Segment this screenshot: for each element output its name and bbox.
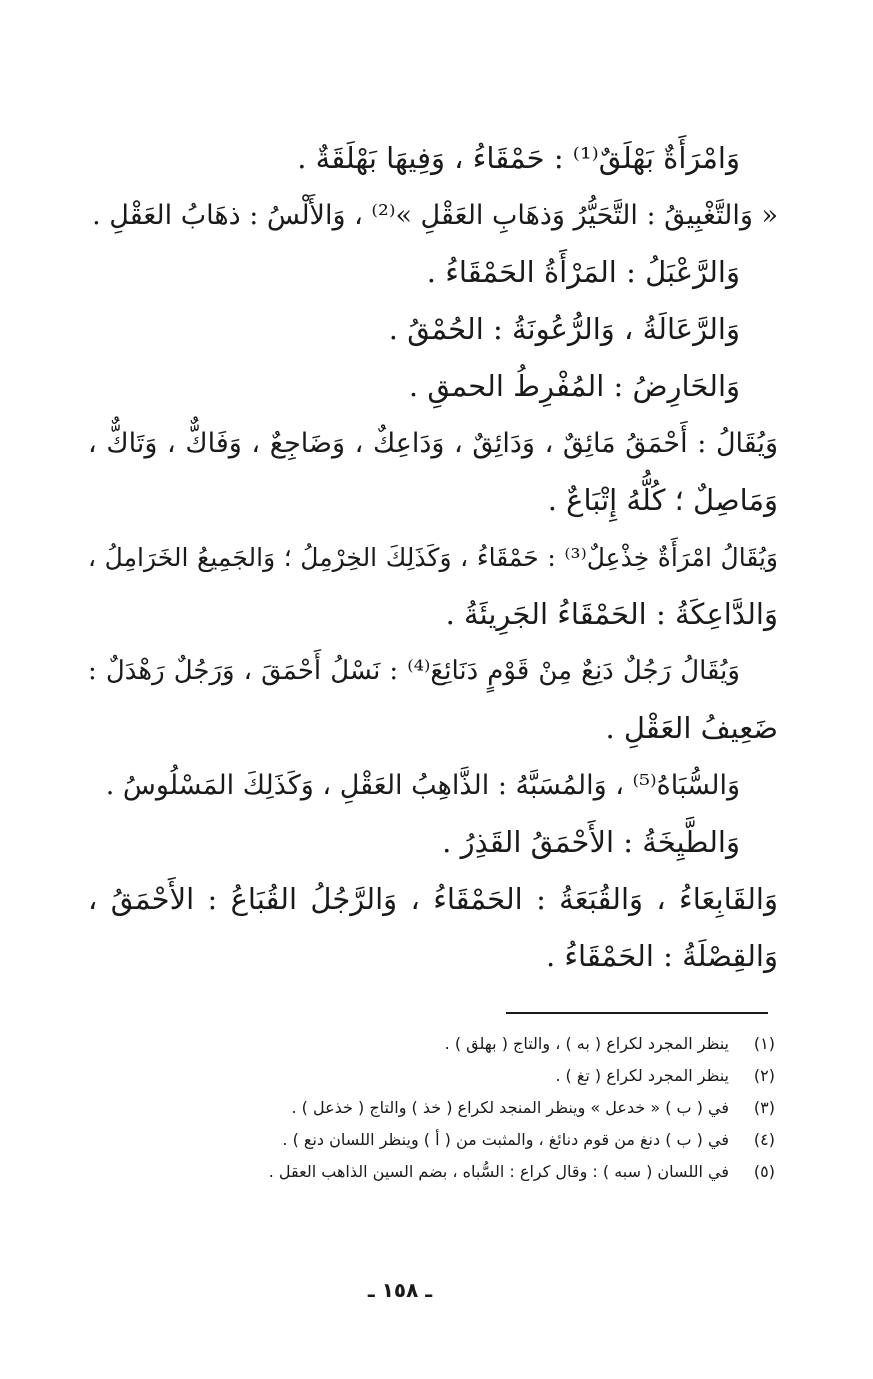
text-line: وَالحَارِضُ : المُفْرِطُ الحمقِ . xyxy=(408,369,740,403)
main-text xyxy=(88,130,778,985)
text-line: وَيُقَالُ : أَحْمَقُ مَائِقٌ ، وَدَائِقٌ ، وَدَاعِكٌ ، وَضَاجِعٌ ، وَفَاكٌّ ، وَتَاكٌّ ، xyxy=(88,428,778,459)
footnote-number: (٥) xyxy=(753,1162,775,1181)
text-line: وَالرَّعَالَةُ ، وَالرُّعُونَةُ : الحُمْقُ . xyxy=(388,312,740,346)
footnote-number: (٤) xyxy=(753,1130,775,1149)
footnote xyxy=(85,1028,775,1060)
text-line: وَالقِصْلَةُ : الحَمْقَاءُ . xyxy=(545,939,778,973)
text-line: وَيُقَالُ رَجُلٌ دَنِعٌ مِنْ قَوْمٍ دَنَائِعَ⁽⁴⁾ : نَسْلُ أَحْمَقَ ، وَرَجُلٌ رَهْدَلٌ : xyxy=(88,656,740,686)
footnote-number: (١) xyxy=(753,1034,775,1053)
footnote-text: في ( ب ) دنغ من قوم دنائغ ، والمثبت من ( أ ) وينظر اللسان دنع ) . xyxy=(282,1130,729,1149)
text-line: وَامْرَأَةٌ بَهْلَقٌ⁽¹⁾ : حَمْقَاءُ ، وَفِيهَا بَهْلَقَةٌ . xyxy=(297,141,740,175)
footnote-divider xyxy=(506,1012,768,1014)
footnote xyxy=(85,1092,775,1124)
footnotes xyxy=(85,1028,775,1188)
footnote xyxy=(85,1060,775,1092)
text-line: وَالقَابِعَاءُ ، وَالقُبَعَةُ : الحَمْقَاءُ ، وَالرَّجُلُ القُبَاعُ : الأَحْمَقُ ، xyxy=(88,882,778,916)
footnote-text: ينظر المجرد لكراع ( تغ ) . xyxy=(555,1066,729,1085)
text-line: وَالسُّبَاهُ⁽⁵⁾ ، وَالمُسَبَّهُ : الذَّاهِبُ العَقْلِ ، وَكَذَلِكَ المَسْلُوسُ . xyxy=(105,770,740,801)
text-line: « وَالتَّغْبِيقُ : التَّحَيُّرُ وَذهَابِ العَقْلِ »⁽²⁾ ، وَالأَلْسُ : ذهَابُ العَقْلِ . xyxy=(92,200,778,231)
footnote xyxy=(85,1124,775,1156)
footnote-text: في اللسان ( سبه ) : وقال كراع : السُّباه ، بضم السين الذاهب العقل . xyxy=(268,1162,729,1181)
footnote-text: ينظر المجرد لكراع ( به ) ، والتاج ( بهلق ) . xyxy=(444,1034,729,1053)
text-line: وَالرَّعْبَلُ : المَرْأَةُ الحَمْقَاءُ . xyxy=(426,255,740,289)
text-line: وَيُقَالُ امْرَأَةٌ خِذْعِلٌ⁽³⁾ : حَمْقَاءُ ، وَكَذَلِكَ الخِرْمِلُ ؛ وَالجَمِيعُ الخَرَامِلُ ، xyxy=(88,543,779,572)
text-line: وَالدَّاعِكَةُ : الحَمْقَاءُ الجَرِيئَةُ . xyxy=(445,597,778,631)
footnote-text: في ( ب ) « خدعل » وينظر المنجد لكراع ( خذ ) والتاج ( خذعل ) . xyxy=(291,1098,729,1117)
text-line: ضَعِيفُ العَقْلِ . xyxy=(605,711,778,745)
text-line: وَالطَّيِخَةُ : الأَحْمَقُ القَذِرُ . xyxy=(442,825,740,859)
page-number: ـ ١٥٨ ـ xyxy=(367,1278,433,1302)
footnote-number: (٢) xyxy=(753,1066,775,1085)
footnote-number: (٣) xyxy=(753,1098,775,1117)
text-line: وَمَاصِلٌ ؛ كُلُّهُ إِتْبَاعٌ . xyxy=(547,483,778,517)
footnote xyxy=(85,1156,775,1188)
